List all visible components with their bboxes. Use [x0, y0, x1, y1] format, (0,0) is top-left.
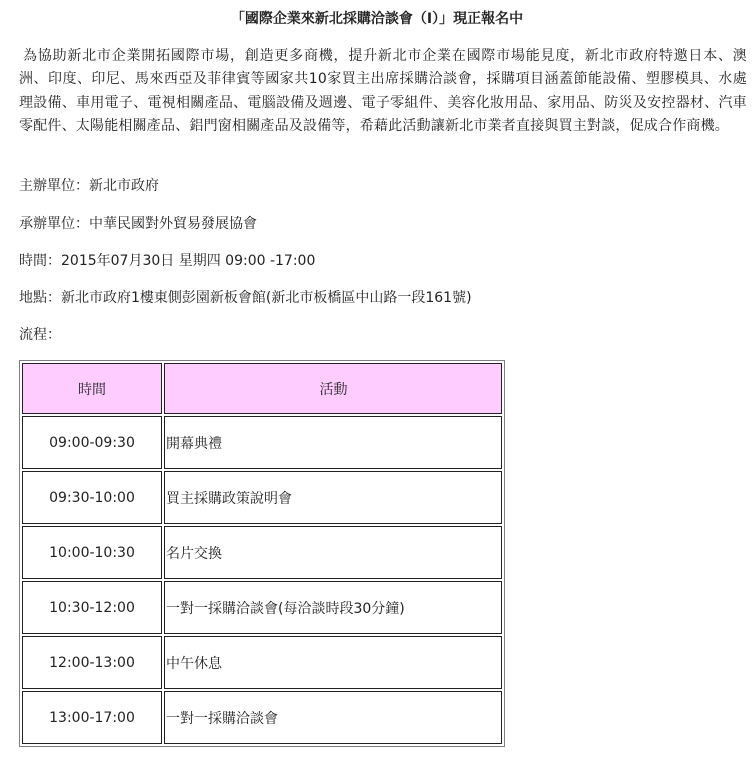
organizer-line: 主辦單位：新北市政府 — [19, 178, 159, 194]
table-row — [22, 471, 502, 524]
row-time: 10:00-10:30 — [22, 526, 162, 579]
row-time: 12:00-13:00 — [22, 636, 162, 689]
table-row — [22, 526, 502, 579]
page-title: 「國際企業來新北採購洽談會（I）」現正報名中 — [230, 11, 524, 27]
row-activity: 開幕典禮 — [164, 416, 502, 469]
event-time-line: 時間：2015年07月30日 星期四 09:00 -17:00 — [19, 253, 316, 269]
row-activity: 一對一採購洽談會(每洽談時段30分鐘) — [164, 581, 502, 634]
venue-line: 地點：新北市政府1樓東側彭園新板會館(新北市板橋區中山路一段161號) — [19, 290, 472, 306]
schedule-table — [19, 360, 505, 747]
row-activity: 中午休息 — [164, 636, 502, 689]
table-row — [22, 416, 502, 469]
row-time: 13:00-17:00 — [22, 691, 162, 744]
row-activity: 一對一採購洽談會 — [164, 691, 502, 744]
header-time: 時間 — [22, 363, 162, 414]
schedule-header-row — [22, 363, 502, 414]
row-activity: 買主採購政策說明會 — [164, 471, 502, 524]
row-activity: 名片交換 — [164, 526, 502, 579]
co-organizer-line: 承辦單位：中華民國對外貿易發展協會 — [19, 216, 257, 232]
row-time: 10:30-12:00 — [22, 581, 162, 634]
table-row — [22, 636, 502, 689]
intro-paragraph: 為協助新北市企業開拓國際市場，創造更多商機，提升新北市企業在國際市場能見度，新北市政府特邀日本、澳洲、印度、印尼、馬來西亞及菲律賓等國家共10家買主出席採購洽談會，採購項目涵蓋節能設備、塑膠模具、水處理設備、車用電子、電視相關產品、電腦設備及週邊、電子零組件、美容化妝用品、家用品、防災及安控器材、汽車零配件、太陽能相關產品、鋁門窗相關產品及設備等，希藉此活動讓新北市業者直接與買主對談，促成合作商機。 — [19, 48, 747, 134]
row-time: 09:30-10:00 — [22, 471, 162, 524]
process-label: 流程： — [19, 327, 61, 343]
header-activity: 活動 — [164, 363, 502, 414]
table-row — [22, 581, 502, 634]
table-row — [22, 691, 502, 744]
row-time: 09:00-09:30 — [22, 416, 162, 469]
